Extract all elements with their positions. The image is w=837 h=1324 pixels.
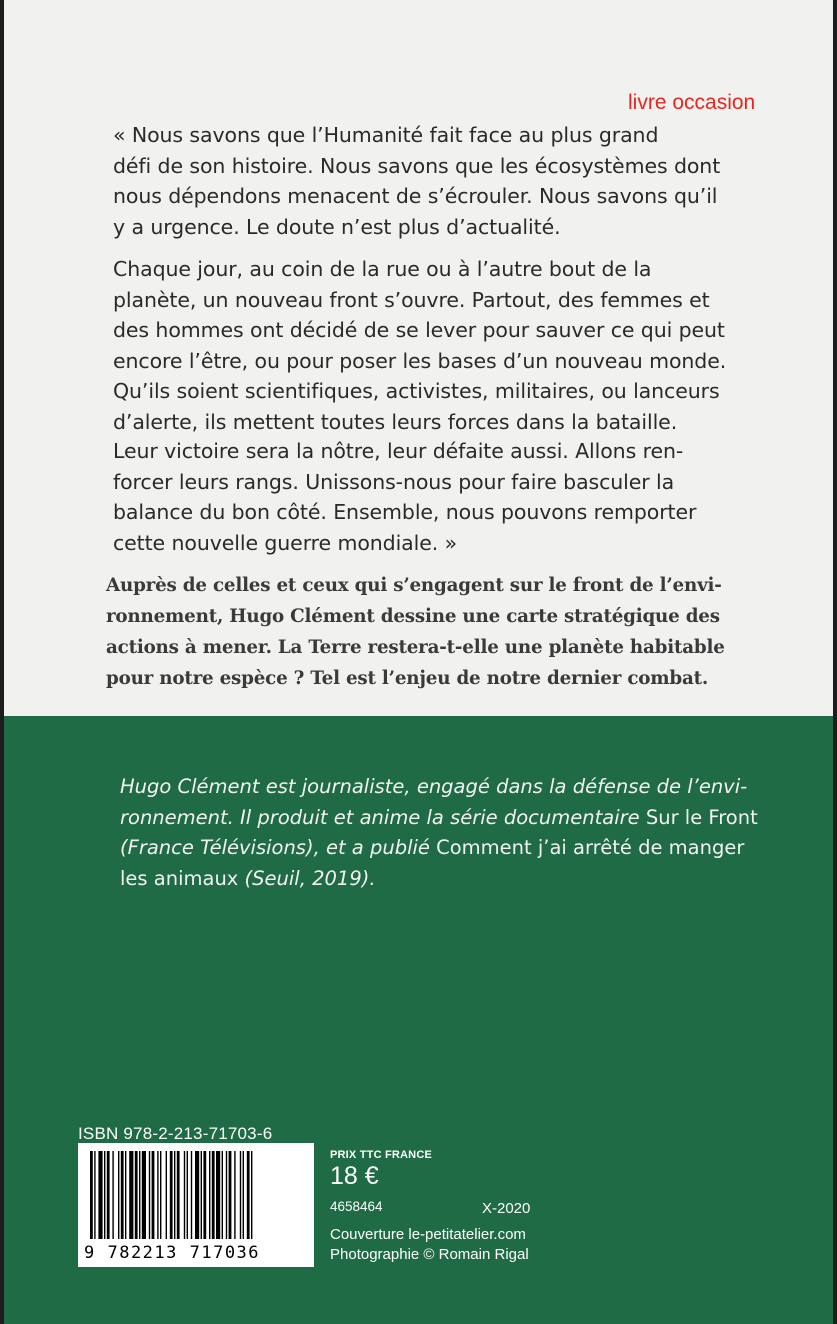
barcode-bar — [184, 1151, 185, 1239]
barcode-bar — [209, 1151, 210, 1239]
barcode-bar — [212, 1151, 215, 1239]
text-line: Leur victoire sera la nôtre, leur défaite aussi. Allons ren- — [113, 439, 684, 463]
barcode-bar — [98, 1151, 102, 1239]
bio-text: (France Télévisions), et a publié — [120, 836, 437, 859]
barcode-bar — [247, 1151, 250, 1239]
barcode-bar — [152, 1151, 155, 1239]
barcode-bar — [121, 1151, 124, 1239]
watermark-label: livre occasion — [628, 91, 756, 114]
bio-line — [120, 833, 760, 864]
text-line: nous dépendons menacent de s’écrouler. Nous savons qu’il — [113, 184, 718, 208]
barcode-digits: 9 782213 717036 — [84, 1243, 261, 1263]
barcode-bar — [139, 1151, 140, 1239]
quote-paragraph-2 — [113, 254, 743, 437]
barcode-bar — [125, 1151, 126, 1239]
barcode-bar — [129, 1151, 133, 1239]
book-title: Comment j’ai arrêté de manger — [436, 836, 745, 859]
bio-text: Hugo Clément est journaliste, engagé dans la défense de l’envi- — [120, 775, 748, 798]
edition-code: X-2020 — [482, 1200, 531, 1217]
bio-text: ronnement. Il produit et anime la série documentaire — [120, 805, 646, 829]
text-line: actions à mener. La Terre restera-t-elle une planète habitable — [106, 637, 725, 658]
text-line: Auprès de celles et ceux qui s’engagent sur le front de l’envi- — [106, 575, 722, 596]
photo-credit: Photographie © Romain Rigal — [330, 1246, 529, 1263]
barcode-bar — [142, 1151, 146, 1239]
text-line: ronnement, Hugo Clément dessine une carte stratégique des — [106, 606, 720, 627]
barcode-bar — [166, 1151, 167, 1239]
text-line: encore l’être, ou pour poser les bases d’un nouveau monde. — [113, 348, 727, 373]
barcode-bar — [203, 1151, 206, 1239]
text-line: Chaque jour, au coin de la rue ou à l’autre bout de la — [113, 257, 652, 281]
bio-line — [120, 803, 760, 834]
barcode-bar — [135, 1151, 138, 1239]
text-line: y a urgence. Le doute n’est plus d’actualité. — [113, 214, 561, 239]
quote-paragraph-3 — [113, 436, 743, 558]
text-line: Qu’ils soient scientifiques, activistes, militaires, ou lanceurs — [113, 379, 720, 403]
barcode-bar — [112, 1151, 113, 1239]
text-line: balance du bon côté. Ensemble, nous pouvons remporter — [113, 500, 697, 524]
bio-line — [120, 772, 760, 803]
barcode-bar — [157, 1151, 158, 1239]
price-label: PRIX TTC FRANCE — [330, 1149, 432, 1161]
barcode-bar — [149, 1151, 150, 1239]
barcode-bar — [234, 1151, 235, 1239]
barcode-bar — [191, 1151, 192, 1239]
bio-line — [120, 864, 760, 895]
barcode-bar — [226, 1151, 227, 1239]
text-line: « Nous savons que l’Humanité fait face au plus grand — [113, 123, 659, 147]
barcode-bar — [160, 1151, 161, 1239]
barcode — [78, 1143, 314, 1267]
text-line: pour notre espèce ? Tel est l’enjeu de notre dernier combat. — [106, 668, 709, 689]
barcode-bar — [107, 1151, 110, 1239]
barcode-bar — [243, 1151, 244, 1239]
barcode-bar — [170, 1151, 173, 1239]
summary-paragraph — [106, 570, 746, 694]
series-title: Sur le Front — [645, 805, 758, 829]
text-line: forcer leurs rangs. Unissons-nous pour faire basculer la — [113, 469, 675, 494]
barcode-bar — [177, 1151, 180, 1239]
barcode-bar — [216, 1151, 220, 1239]
barcode-bar — [187, 1151, 188, 1239]
barcode-bar — [240, 1151, 241, 1239]
barcode-bar — [222, 1151, 223, 1239]
barcode-bar — [94, 1151, 95, 1239]
barcode-bar — [90, 1151, 93, 1239]
author-bio — [120, 772, 760, 894]
reference-code: 4658464 — [330, 1199, 383, 1214]
barcode-bar — [201, 1151, 202, 1239]
bio-text: (Seuil, 2019). — [238, 866, 376, 890]
barcode-bar — [104, 1151, 105, 1239]
barcode-bar — [251, 1151, 252, 1239]
quote-paragraph-1 — [113, 120, 743, 242]
barcode-bar — [229, 1151, 232, 1239]
cover-credit: Couverture le-petitatelier.com — [330, 1226, 526, 1243]
text-line: cette nouvelle guerre mondiale. » — [113, 530, 458, 555]
barcode-bar — [195, 1151, 199, 1239]
text-line: planète, un nouveau front s’ouvre. Partout, des femmes et — [113, 287, 710, 312]
isbn-label: ISBN 978-2-213-71703-6 — [78, 1124, 273, 1143]
book-title: les animaux — [120, 866, 239, 890]
price: 18 € — [330, 1162, 379, 1190]
text-line: d’alerte, ils mettent toutes leurs forces dans la bataille. — [113, 409, 678, 434]
barcode-bar — [174, 1151, 175, 1239]
text-line: défi de son histoire. Nous savons que les écosystèmes dont — [113, 153, 721, 178]
barcode-bar — [118, 1151, 119, 1239]
text-line: des hommes ont décidé de se lever pour sauver ce qui peut — [113, 318, 725, 342]
